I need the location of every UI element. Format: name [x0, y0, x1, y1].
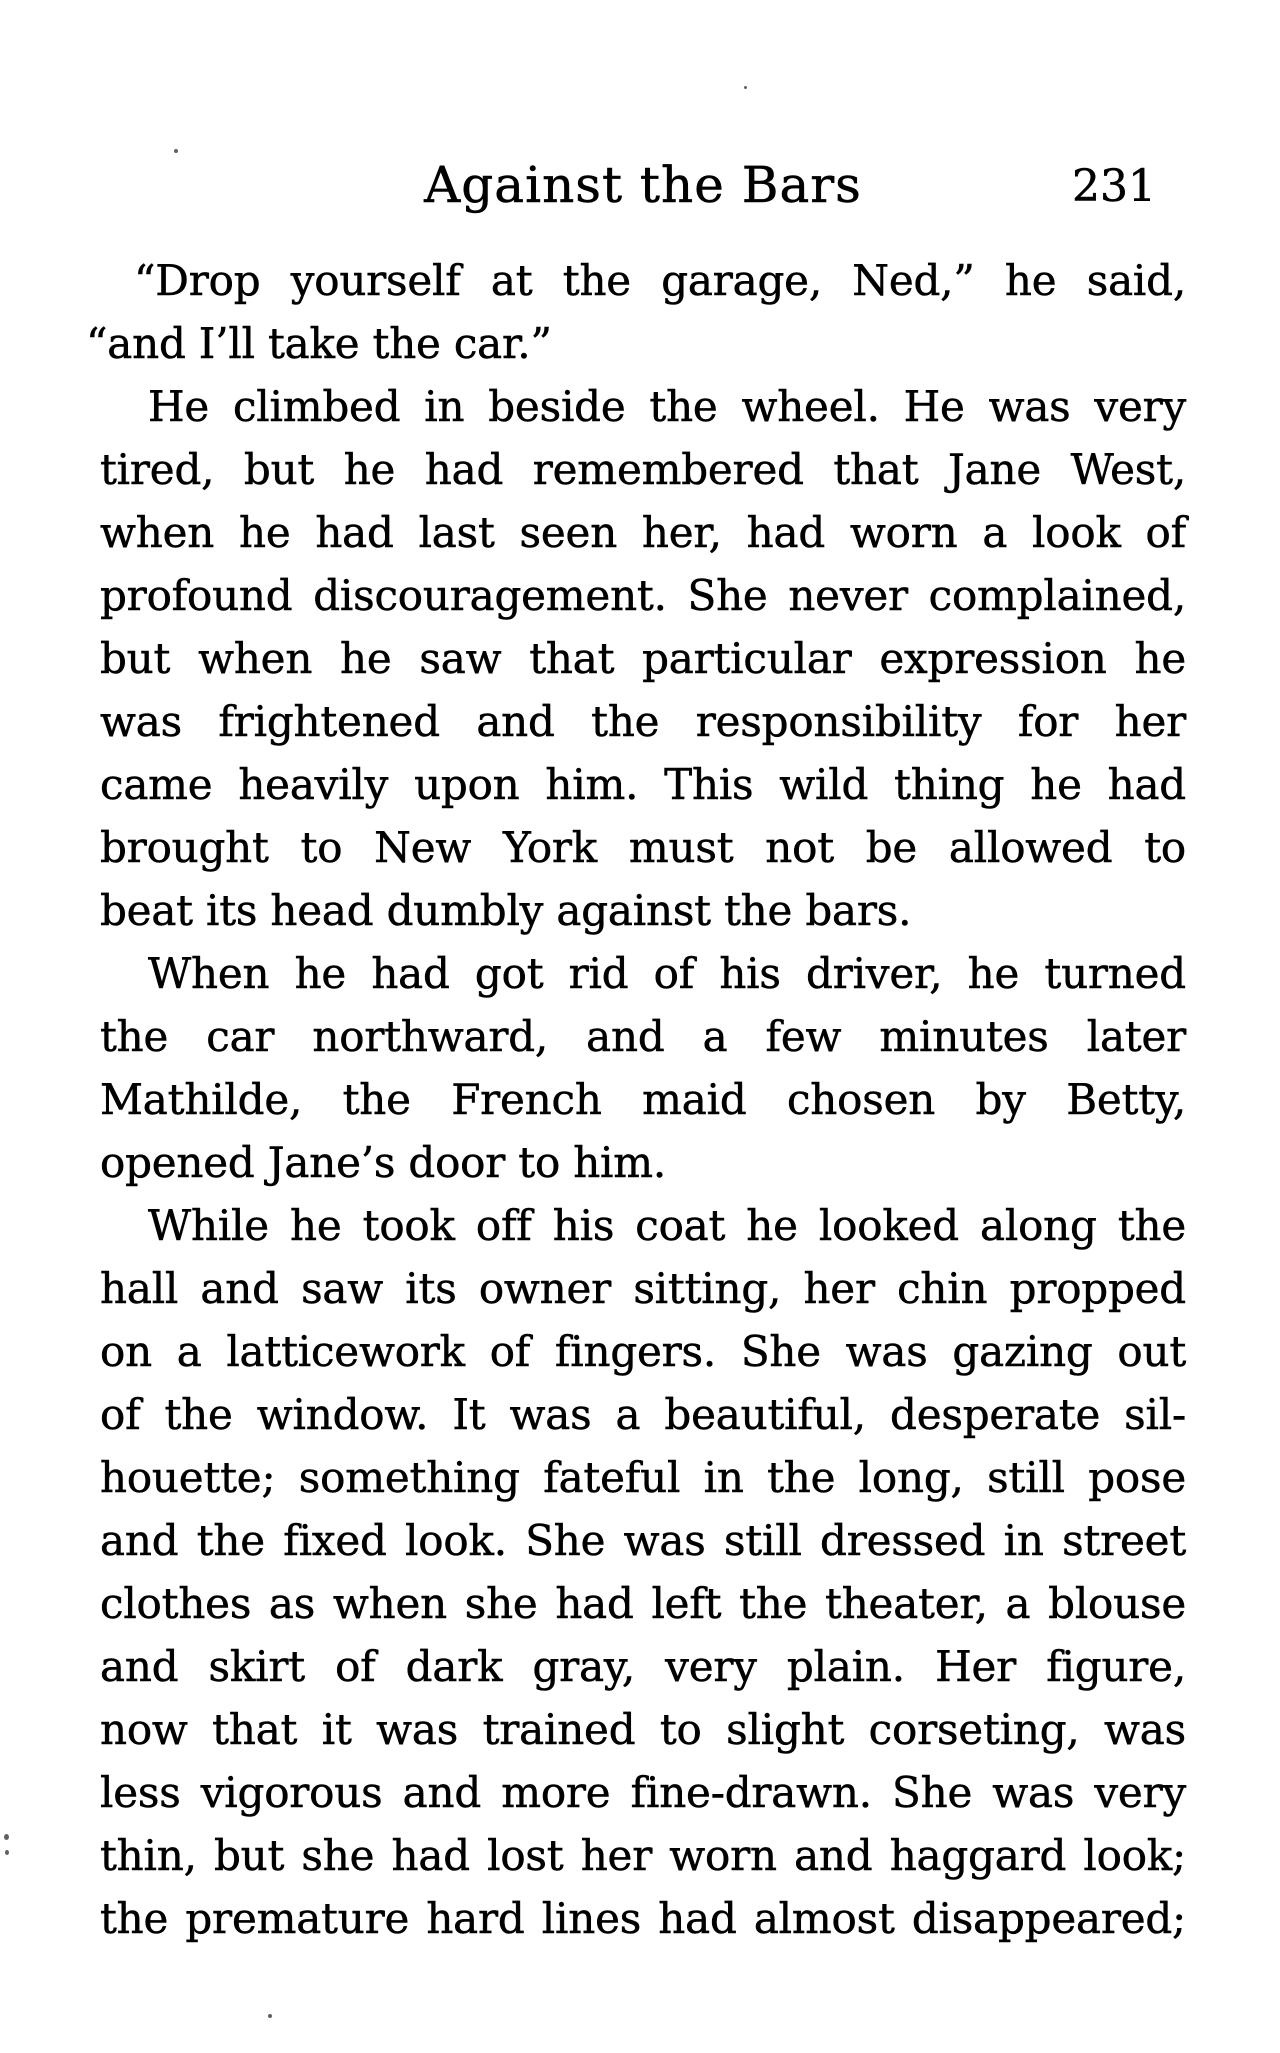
text-line: “Drop yourself at the garage, Ned,” he said, [134, 256, 1186, 305]
text-line: Mathilde, the French maid chosen by Betty, [100, 1075, 1186, 1124]
text-line: less vigorous and more fine-drawn. She was very [100, 1768, 1186, 1817]
running-head [100, 156, 1186, 214]
text-line: tired, but he had remembered that Jane West, [100, 445, 1186, 494]
text-line: on a latticework of fingers. She was gazing out [100, 1327, 1186, 1376]
text-line: houette; something fateful in the long, still pose [100, 1453, 1186, 1502]
text-line: brought to New York must not be allowed to [100, 823, 1186, 872]
text-line: “and I’ll take the car.” [86, 319, 552, 368]
text-line: He climbed in beside the wheel. He was very [148, 382, 1186, 431]
text-line: opened Jane’s door to him. [100, 1138, 667, 1187]
text-line: of the window. It was a beautiful, desperate sil- [100, 1390, 1186, 1439]
text-line: thin, but she had lost her worn and haggard look; [100, 1831, 1186, 1880]
text-line: the premature hard lines had almost disappeared; [100, 1894, 1186, 1943]
text-line: and the fixed look. She was still dressed in street [100, 1516, 1186, 1565]
text-line: the car northward, and a few minutes later [100, 1012, 1186, 1061]
text-line: but when he saw that particular expression he [100, 634, 1186, 683]
text-line: was frightened and the responsibility for her [100, 697, 1186, 746]
scan-speck [174, 149, 178, 153]
chapter-title: Against the Bars [424, 156, 862, 214]
scan-speck [5, 1850, 9, 1855]
scan-speck [268, 2014, 272, 2018]
text-line: profound discouragement. She never complained, [100, 571, 1186, 620]
text-column [86, 249, 1186, 1950]
page-number: 231 [1072, 161, 1156, 212]
text-line: clothes as when she had left the theater, a blouse [100, 1579, 1186, 1628]
text-line: now that it was trained to slight corseting, was [100, 1705, 1186, 1754]
text-line: came heavily upon him. This wild thing he had [100, 760, 1186, 809]
scan-speck [4, 1834, 9, 1840]
text-line: While he took off his coat he looked along the [148, 1201, 1186, 1250]
text-line: beat its head dumbly against the bars. [100, 886, 912, 935]
text-line: and skirt of dark gray, very plain. Her figure, [100, 1642, 1186, 1691]
text-line: when he had last seen her, had worn a look of [100, 508, 1186, 557]
text-line: hall and saw its owner sitting, her chin propped [100, 1264, 1186, 1313]
text-line: When he had got rid of his driver, he turned [148, 949, 1186, 998]
scan-speck [744, 86, 747, 89]
